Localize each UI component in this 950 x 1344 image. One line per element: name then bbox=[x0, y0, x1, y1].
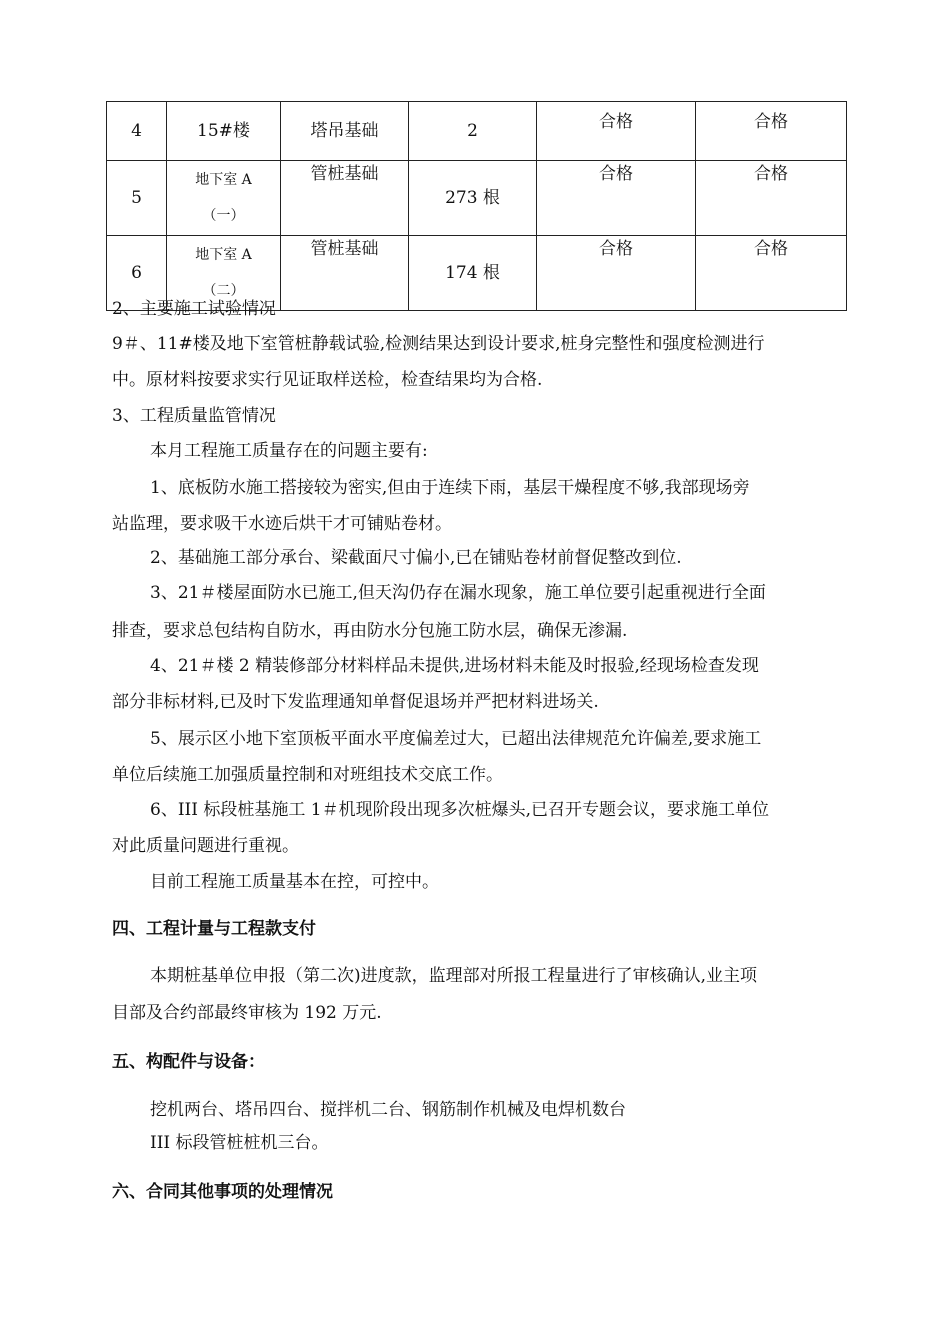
section-heading: 五、构配件与设备： bbox=[112, 1052, 265, 1072]
paragraph-line: 单位后续施工加强质量控制和对班组技术交底工作。 bbox=[112, 765, 503, 785]
paragraph-line: 对此质量问题进行重视。 bbox=[112, 836, 299, 856]
item-cell: 管桩基础 bbox=[281, 236, 409, 311]
list-item: 1、底板防水施工搭接较为密实,但由于连续下雨，基层干燥程度不够,我部现场旁 bbox=[150, 478, 750, 498]
paragraph-line: 站监理，要求吸干水迹后烘干才可铺贴卷材。 bbox=[112, 514, 452, 534]
list-item: 6、III 标段桩基施工 1＃机现阶段出现多次桩爆头,已召开专题会议，要求施工单位 bbox=[150, 800, 769, 820]
item-cell: 塔吊基础 bbox=[281, 102, 409, 161]
quantity-cell: 174 根 bbox=[409, 236, 537, 311]
location-sub-label: （二） bbox=[202, 283, 245, 299]
section-heading: 3、工程质量监管情况 bbox=[112, 406, 276, 426]
item-cell: 管桩基础 bbox=[281, 161, 409, 236]
section-heading: 2、主要施工试验情况 bbox=[112, 299, 276, 319]
result-cell: 合格 bbox=[537, 161, 696, 236]
paragraph-line: 中。原材料按要求实行见证取样送检，检查结果均为合格. bbox=[112, 370, 543, 390]
location-label: 地下室 A bbox=[195, 247, 252, 263]
table-row bbox=[107, 102, 847, 161]
result-cell: 合格 bbox=[537, 102, 696, 161]
location-sub-label: （一） bbox=[202, 208, 245, 224]
paragraph-line: 挖机两台、塔吊四台、搅拌机二台、钢筋制作机械及电焊机数台 bbox=[150, 1100, 626, 1120]
list-item: 2、基础施工部分承台、梁截面尺寸偏小,已在铺贴卷材前督促整改到位. bbox=[150, 548, 682, 568]
paragraph-line: III 标段管桩桩机三台。 bbox=[150, 1133, 329, 1153]
row-number: 6 bbox=[107, 236, 167, 311]
list-item: 3、21＃楼屋面防水已施工,但天沟仍存在漏水现象，施工单位要引起重视进行全面 bbox=[150, 583, 766, 603]
location-label: 15#楼 bbox=[197, 120, 250, 141]
quantity-cell: 2 bbox=[409, 102, 537, 161]
list-item: 4、21＃楼 2 精装修部分材料样品未提供,进场材料未能及时报验,经现场检查发现 bbox=[150, 656, 759, 676]
result-cell: 合格 bbox=[696, 102, 847, 161]
paragraph-line: 排查，要求总包结构自防水，再由防水分包施工防水层，确保无渗漏. bbox=[112, 621, 628, 641]
paragraph-line: 部分非标材料,已及时下发监理通知单督促退场并严把材料进场关. bbox=[112, 692, 599, 712]
result-cell: 合格 bbox=[537, 236, 696, 311]
section-heading: 四、工程计量与工程款支付 bbox=[112, 919, 316, 939]
result-cell: 合格 bbox=[696, 236, 847, 311]
list-item: 5、展示区小地下室顶板平面水平度偏差过大，已超出法律规范允许偏差,要求施工 bbox=[150, 729, 762, 749]
result-cell: 合格 bbox=[696, 161, 847, 236]
paragraph-line: 9＃、11#楼及地下室管桩静载试验,检测结果达到设计要求,桩身完整性和强度检测进行 bbox=[112, 334, 765, 354]
table-row bbox=[107, 161, 847, 236]
section-heading: 六、合同其他事项的处理情况 bbox=[112, 1182, 333, 1202]
quantity-cell: 273 根 bbox=[409, 161, 537, 236]
inspection-table bbox=[106, 101, 847, 311]
location-label: 地下室 A bbox=[195, 172, 252, 188]
row-number: 4 bbox=[107, 102, 167, 161]
paragraph-line: 本期桩基单位申报（第二次)进度款，监理部对所报工程量进行了审核确认,业主项 bbox=[150, 966, 758, 986]
location-cell bbox=[167, 102, 281, 161]
location-cell bbox=[167, 161, 281, 236]
paragraph-line: 目前工程施工质量基本在控，可控中。 bbox=[150, 872, 439, 892]
paragraph-line: 本月工程施工质量存在的问题主要有: bbox=[150, 441, 428, 461]
paragraph-line: 目部及合约部最终审核为 192 万元. bbox=[112, 1003, 382, 1023]
row-number: 5 bbox=[107, 161, 167, 236]
